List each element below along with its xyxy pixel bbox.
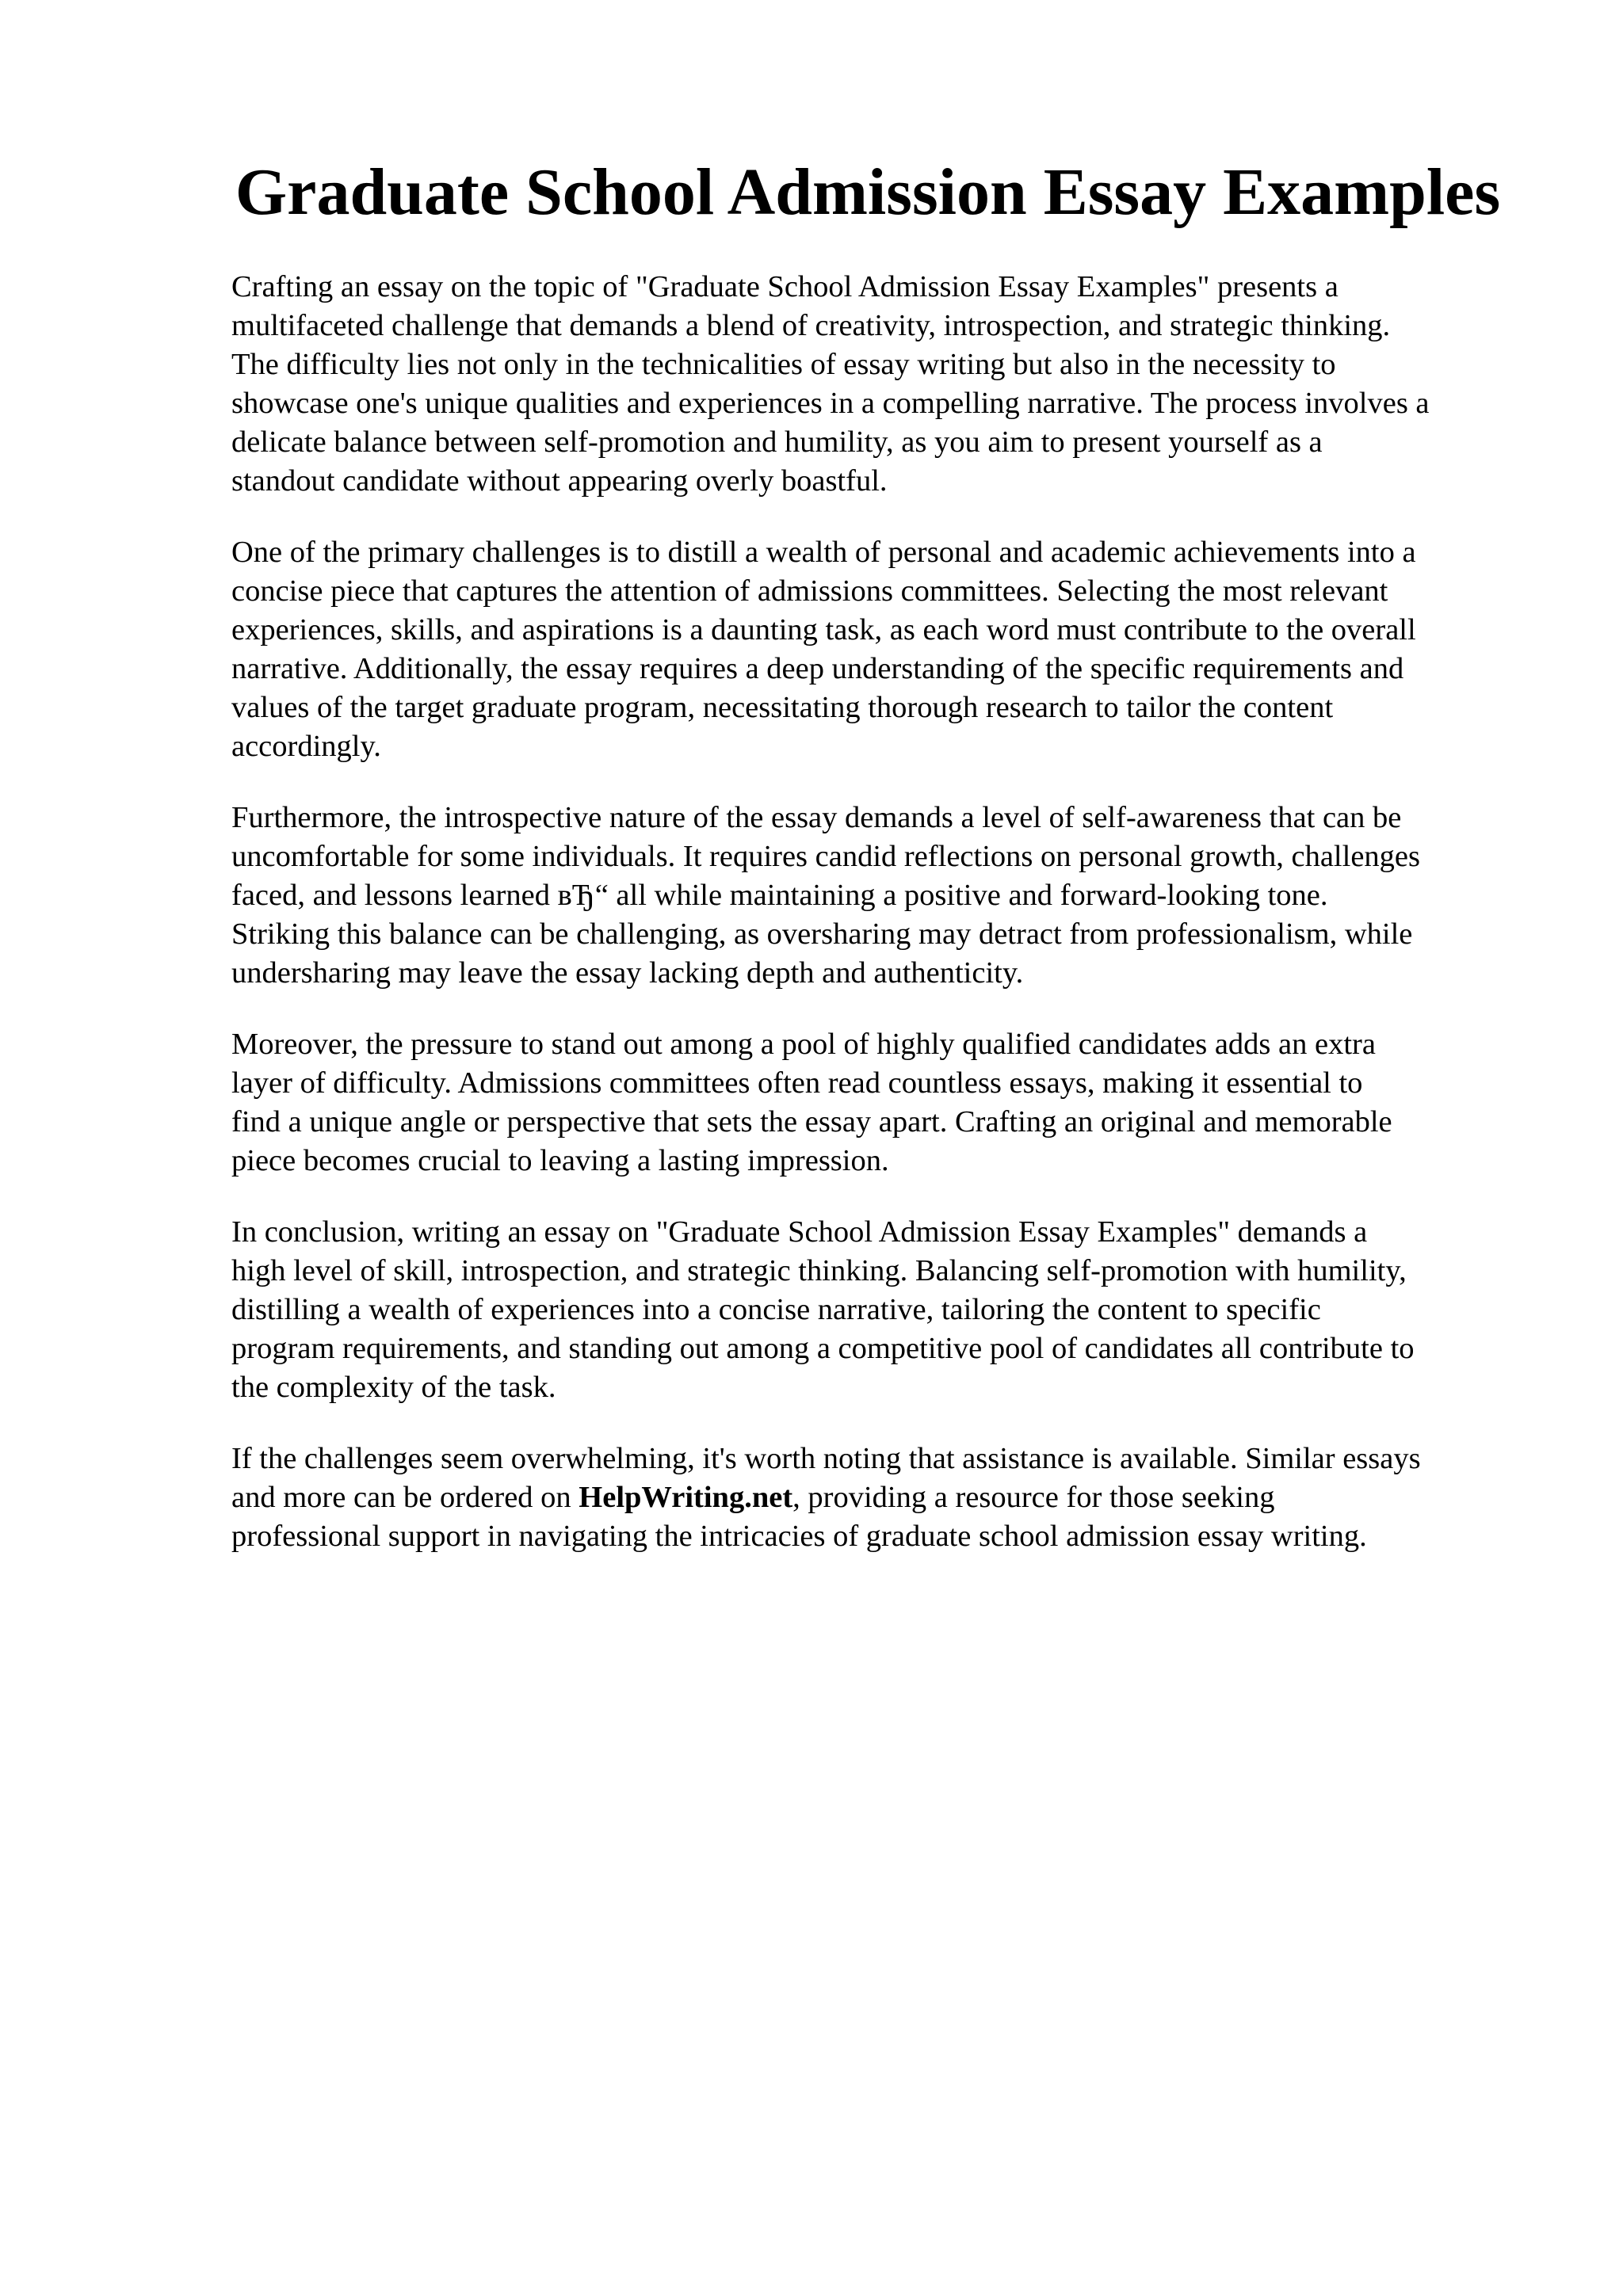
paragraph-3 [231, 799, 1531, 993]
text-line: standout candidate without appearing overly boastful. [231, 464, 888, 498]
text-line: Moreover, the pressure to stand out among a pool of highly qualified candidates adds an extra [231, 1028, 1376, 1061]
text-line: piece becomes crucial to leaving a lasting impression. [231, 1144, 889, 1177]
text-line: accordingly. [231, 730, 381, 763]
text-line: delicate balance between self-promotion and humility, as you aim to present yourself as a [231, 425, 1323, 459]
text-line [231, 1478, 1531, 1517]
text-line: The difficulty lies not only in the technicalities of essay writing but also in the necessity to [231, 348, 1336, 381]
document-title: Graduate School Admission Essay Examples [235, 155, 1501, 229]
text-line: undersharing may leave the essay lacking depth and authenticity. [231, 956, 1024, 990]
text-line: narrative. Additionally, the essay requires a deep understanding of the specific requirements and [231, 652, 1404, 685]
document-body [231, 268, 1531, 1589]
text-line: layer of difficulty. Admissions committees often read countless essays, making it essential to [231, 1066, 1363, 1100]
text-line: values of the target graduate program, necessitating thorough research to tailor the content [231, 691, 1334, 724]
brand-name: HelpWriting.net [579, 1481, 793, 1514]
text-fragment: , providing a resource for those seeking [792, 1481, 1275, 1514]
paragraph-5 [231, 1213, 1531, 1407]
text-line: Striking this balance can be challenging, as oversharing may detract from professionalism, while [231, 917, 1413, 951]
text-line: the complexity of the task. [231, 1371, 556, 1404]
text-line: program requirements, and standing out among a competitive pool of candidates all contribute to [231, 1332, 1415, 1365]
text-line: showcase one's unique qualities and experiences in a compelling narrative. The process involves a [231, 387, 1430, 420]
text-line: professional support in navigating the intricacies of graduate school admission essay writing. [231, 1520, 1367, 1553]
paragraph-2 [231, 533, 1531, 766]
text-line: uncomfortable for some individuals. It requires candid reflections on personal growth, challenges [231, 840, 1420, 873]
text-line: experiences, skills, and aspirations is a daunting task, as each word must contribute to the overall [231, 613, 1416, 646]
text-line: concise piece that captures the attention of admissions committees. Selecting the most relevant [231, 574, 1388, 608]
paragraph-1 [231, 268, 1531, 501]
paragraph-4 [231, 1025, 1531, 1180]
text-line: One of the primary challenges is to distill a wealth of personal and academic achievements into a [231, 536, 1416, 569]
text-line: find a unique angle or perspective that sets the essay apart. Crafting an original and memorable [231, 1105, 1392, 1138]
text-line: Furthermore, the introspective nature of the essay demands a level of self-awareness that can be [231, 801, 1402, 834]
text-line: In conclusion, writing an essay on "Graduate School Admission Essay Examples" demands a [231, 1215, 1368, 1249]
text-line: multifaceted challenge that demands a blend of creativity, introspection, and strategic thinking. [231, 309, 1391, 342]
text-line: faced, and lessons learned вЂ“ all while maintaining a positive and forward-looking tone. [231, 879, 1328, 912]
closing-paragraph [231, 1440, 1531, 1556]
text-line: distilling a wealth of experiences into a concise narrative, tailoring the content to specific [231, 1293, 1321, 1326]
text-line: high level of skill, introspection, and strategic thinking. Balancing self-promotion with humility, [231, 1254, 1407, 1287]
text-fragment: and more can be ordered on [231, 1481, 579, 1514]
text-line: If the challenges seem overwhelming, it's worth noting that assistance is available. Similar essays [231, 1442, 1421, 1475]
text-line: Crafting an essay on the topic of "Graduate School Admission Essay Examples" presents a [231, 270, 1338, 303]
